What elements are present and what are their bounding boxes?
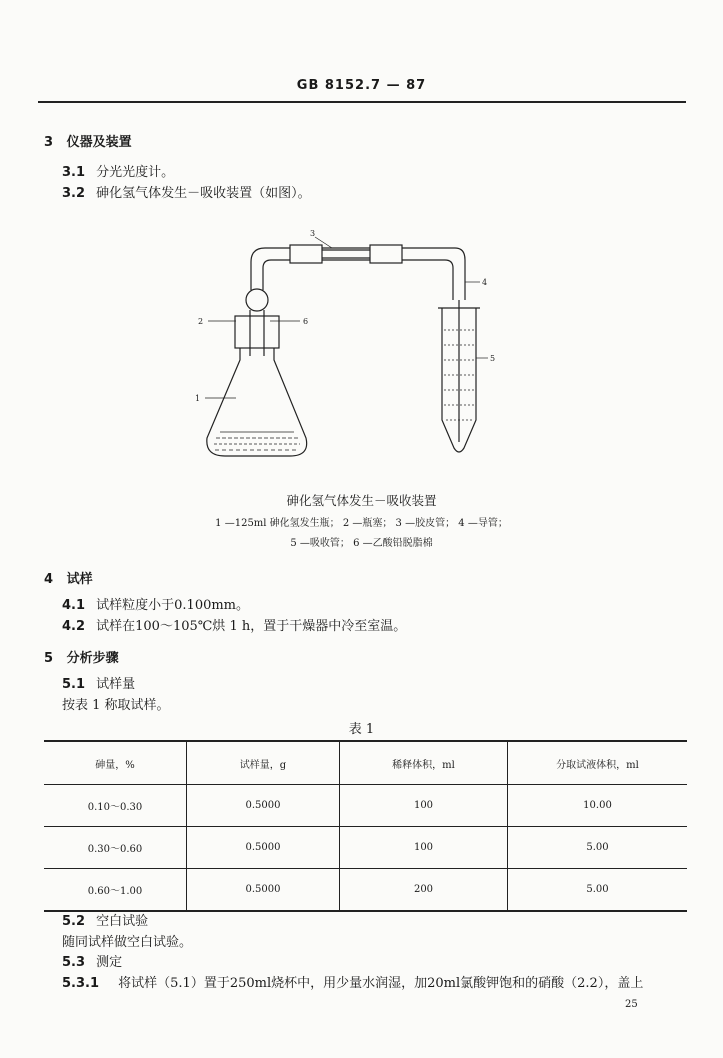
section-number: 4: [44, 572, 54, 587]
figure-label-6: 6: [303, 317, 309, 326]
cell-dilution-volume: 100: [340, 827, 508, 869]
clause-text: 将试样（5.1）置于250ml烧杯中，用少量水润湿，加20ml氯酸钾饱和的硝酸（2.2），盖上: [118, 976, 644, 991]
section-5-heading: [44, 647, 119, 666]
clause-number: 5.2: [62, 914, 86, 929]
bulb: [246, 289, 268, 311]
clause-5-2-body: 随同试样做空白试验。: [62, 935, 193, 950]
table-row: [44, 827, 687, 869]
figure-legend-line-2: 5 —吸收管； 6 —乙酸铅脱脂棉: [290, 538, 433, 549]
table-title: 表 1: [348, 722, 375, 737]
cell-arsenic-content: 0.30～0.60: [44, 827, 187, 869]
figure-label-1: 1: [195, 394, 201, 403]
table-header-row: [44, 741, 687, 785]
clause-text: 试样量: [96, 677, 136, 692]
clause-5-3-1: [62, 972, 643, 991]
cell-sample-mass: 0.5000: [187, 827, 340, 869]
clause-text: 分光光度计。: [96, 165, 175, 180]
sample-mass-table: [44, 740, 687, 912]
header-dilution-volume: 稀释体积，ml: [340, 741, 508, 785]
figure-label-5: 5: [490, 354, 496, 363]
clause-text: 空白试验: [96, 914, 149, 929]
table-row: [44, 785, 687, 827]
clause-5-2: [62, 910, 148, 929]
cell-arsenic-content: 0.60～1.00: [44, 869, 187, 912]
rubber-joint: [370, 245, 402, 263]
clause-number: 3.2: [62, 186, 86, 201]
header-arsenic-content: 砷量，%: [44, 741, 187, 785]
clause-number: 5.1: [62, 677, 86, 692]
cell-arsenic-content: 0.10～0.30: [44, 785, 187, 827]
clause-number: 5.3.1: [62, 976, 100, 991]
clause-number: 4.1: [62, 598, 86, 613]
clause-text: 砷化氢气体发生－吸收装置（如图）。: [96, 186, 311, 201]
cell-aliquot-volume: 5.00: [508, 869, 688, 912]
clause-3-2: [62, 182, 311, 201]
apparatus-diagram: [180, 220, 500, 470]
rubber-joint: [290, 245, 322, 263]
section-number: 3: [44, 135, 54, 150]
clause-text: 测定: [96, 955, 123, 970]
clause-5-1-body: 按表 1 称取试样。: [62, 698, 170, 713]
clause-3-1: [62, 161, 174, 180]
figure-legend-line-1: 1 —125ml 砷化氢发生瓶； 2 —瓶塞； 3 —胶皮管； 4 —导管；: [215, 518, 508, 529]
page-number: 25: [625, 999, 638, 1010]
header-rule: [38, 101, 686, 103]
header-aliquot-volume: 分取试液体积，ml: [508, 741, 688, 785]
cell-sample-mass: 0.5000: [187, 785, 340, 827]
cell-dilution-volume: 200: [340, 869, 508, 912]
clause-text: 试样粒度小于0.100mm。: [96, 598, 250, 613]
section-number: 5: [44, 651, 54, 666]
cell-sample-mass: 0.5000: [187, 869, 340, 912]
figure-label-2: 2: [198, 317, 204, 326]
cell-dilution-volume: 100: [340, 785, 508, 827]
clause-number: 3.1: [62, 165, 86, 180]
section-4-heading: [44, 568, 93, 587]
section-title: 试样: [66, 572, 93, 587]
header-sample-mass: 试样量，g: [187, 741, 340, 785]
cell-aliquot-volume: 5.00: [508, 827, 688, 869]
clause-text: 试样在100～105℃烘 1 h，置于干燥器中冷至室温。: [96, 619, 407, 634]
clause-4-2: [62, 615, 406, 634]
clause-5-3: [62, 951, 122, 970]
clause-number: 5.3: [62, 955, 86, 970]
section-title: 分析步骤: [66, 651, 119, 666]
table-row: [44, 869, 687, 912]
clause-number: 4.2: [62, 619, 86, 634]
clause-5-1: [62, 673, 135, 692]
section-title: 仪器及装置: [66, 135, 132, 150]
figure-label-3: 3: [310, 229, 316, 238]
figure-caption: 砷化氢气体发生－吸收装置: [286, 493, 437, 508]
cell-aliquot-volume: 10.00: [508, 785, 688, 827]
figure-label-4: 4: [482, 278, 488, 287]
section-3-heading: [44, 131, 132, 150]
clause-4-1: [62, 594, 249, 613]
standard-code-header: GB 8152.7 — 87: [296, 78, 427, 93]
